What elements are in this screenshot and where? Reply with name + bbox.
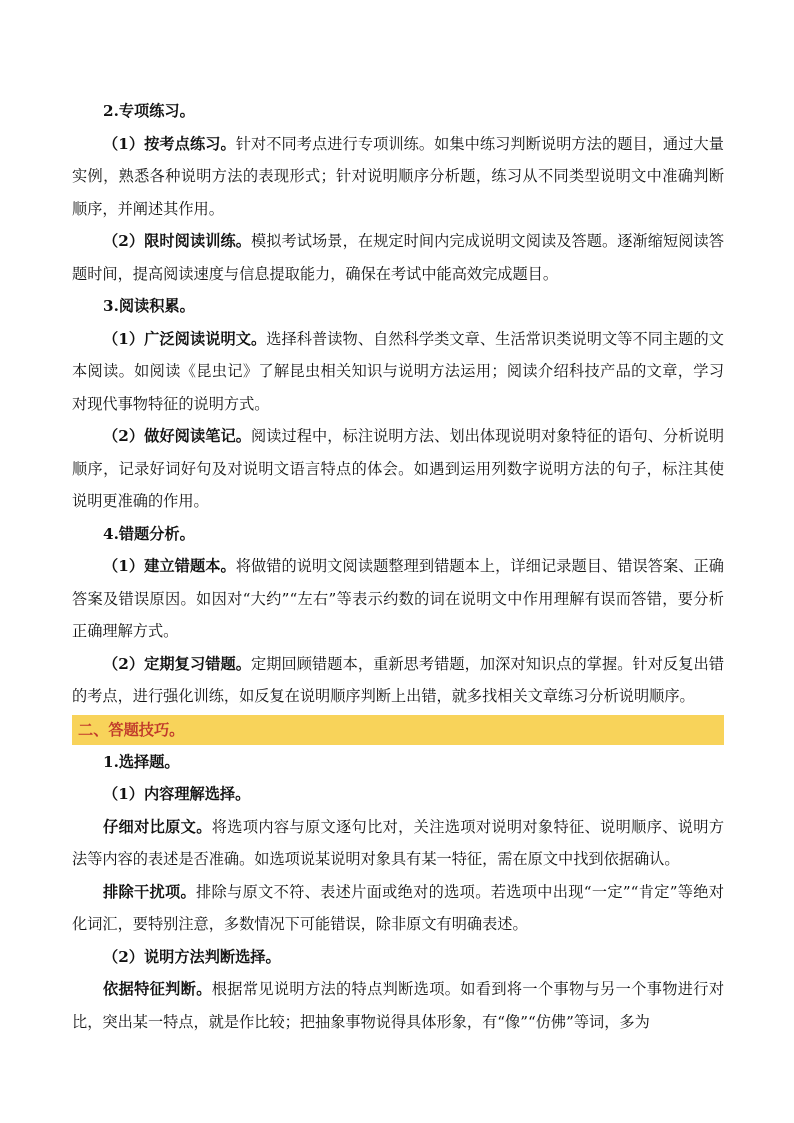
paragraph-lead: （2）做好阅读笔记。 (103, 427, 251, 445)
paragraph-text: 模拟考试场景，在规定时间内完成说明文阅读及答题。逐渐缩短阅读答题时间，提高阅读速度与信息提取能力，确保在考试中能高效完成题目。 (72, 232, 725, 283)
paragraph-lead: 依据特征判断。 (103, 980, 212, 998)
paragraph-text: 将选项内容与原文逐句比对，关注选项对说明对象特征、说明顺序、说明方法等内容的表述是否准确。如选项说某说明对象具有某一特征，需在原文中找到依据确认。 (72, 817, 725, 868)
section-heading: 1.选择题。 (103, 752, 180, 771)
subsection-heading: （2）说明方法判断选择。 (103, 947, 281, 966)
paragraph-text: 定期回顾错题本，重新思考错题，加深对知识点的掌握。针对反复出错的考点，进行强化训练，如反复在说明顺序判断上出错，就多找相关文章练习分析说明顺序。 (72, 654, 725, 705)
paragraph-lead: 仔细对比原文。 (103, 817, 212, 836)
document-body (72, 95, 724, 1038)
paragraph-text: 阅读过程中，标注说明方法、划出体现说明对象特征的语句、分析说明顺序，记录好词好句及对说明文语言特点的体会。如遇到运用列数字说明方法的句子，标注其使说明更准确的作用。 (72, 427, 725, 510)
paragraph (72, 323, 724, 421)
paragraph-lead: （2）限时阅读训练。 (103, 232, 251, 250)
paragraph (72, 876, 724, 941)
paragraph-text: 排除与原文不符、表述片面或绝对的选项。若选项中出现“一定”“肯定”等绝对化词汇，要特别注意，多数情况下可能错误，除非原文有明确表述。 (72, 882, 724, 933)
section-heading: 3.阅读积累。 (103, 297, 195, 315)
paragraph-lead: 排除干扰项。 (103, 882, 197, 901)
subsection-heading: （1）内容理解选择。 (103, 785, 251, 803)
paragraph (72, 420, 724, 518)
paragraph (72, 811, 724, 876)
section-heading: 2.专项练习。 (103, 102, 195, 120)
paragraph-text: 将做错的说明文阅读题整理到错题本上，详细记录题目、错误答案、正确答案及错误原因。如因对“大约”“左右”等表示约数的词在说明文中作用理解有误而答错，要分析正确理解方式。 (72, 557, 724, 640)
part-heading-banner: 二、答题技巧。 (72, 715, 724, 745)
paragraph-lead: （2）定期复习错题。 (103, 654, 251, 673)
paragraph-text: 选择科普读物、自然科学类文章、生活常识类说明文等不同主题的文本阅读。如阅读《昆虫记》了解昆虫相关知识与说明方法运用；阅读介绍科技产品的文章，学习对现代事物特征的说明方式。 (72, 329, 724, 413)
paragraph (72, 128, 724, 226)
paragraph-text: 根据常见说明方法的特点判断选项。如看到将一个事物与另一个事物进行对比，突出某一特点，就是作比较；把抽象事物说得具体形象，有“像”“仿佛”等词，多为 (72, 980, 725, 1031)
paragraph-lead: （1）建立错题本。 (103, 557, 236, 575)
paragraph (72, 973, 724, 1038)
paragraph-lead: （1）按考点练习。 (103, 134, 236, 153)
paragraph-text: 针对不同考点进行专项训练。如集中练习判断说明方法的题目，通过大量实例，熟悉各种说明方法的表现形式；针对说明顺序分析题，练习从不同类型说明文中准确判断顺序，并阐述其作用。 (72, 134, 724, 218)
paragraph (72, 550, 724, 648)
paragraph (72, 648, 724, 713)
paragraph (72, 225, 724, 290)
section-heading: 4.错题分析。 (103, 524, 195, 543)
paragraph-lead: （1）广泛阅读说明文。 (103, 329, 267, 348)
